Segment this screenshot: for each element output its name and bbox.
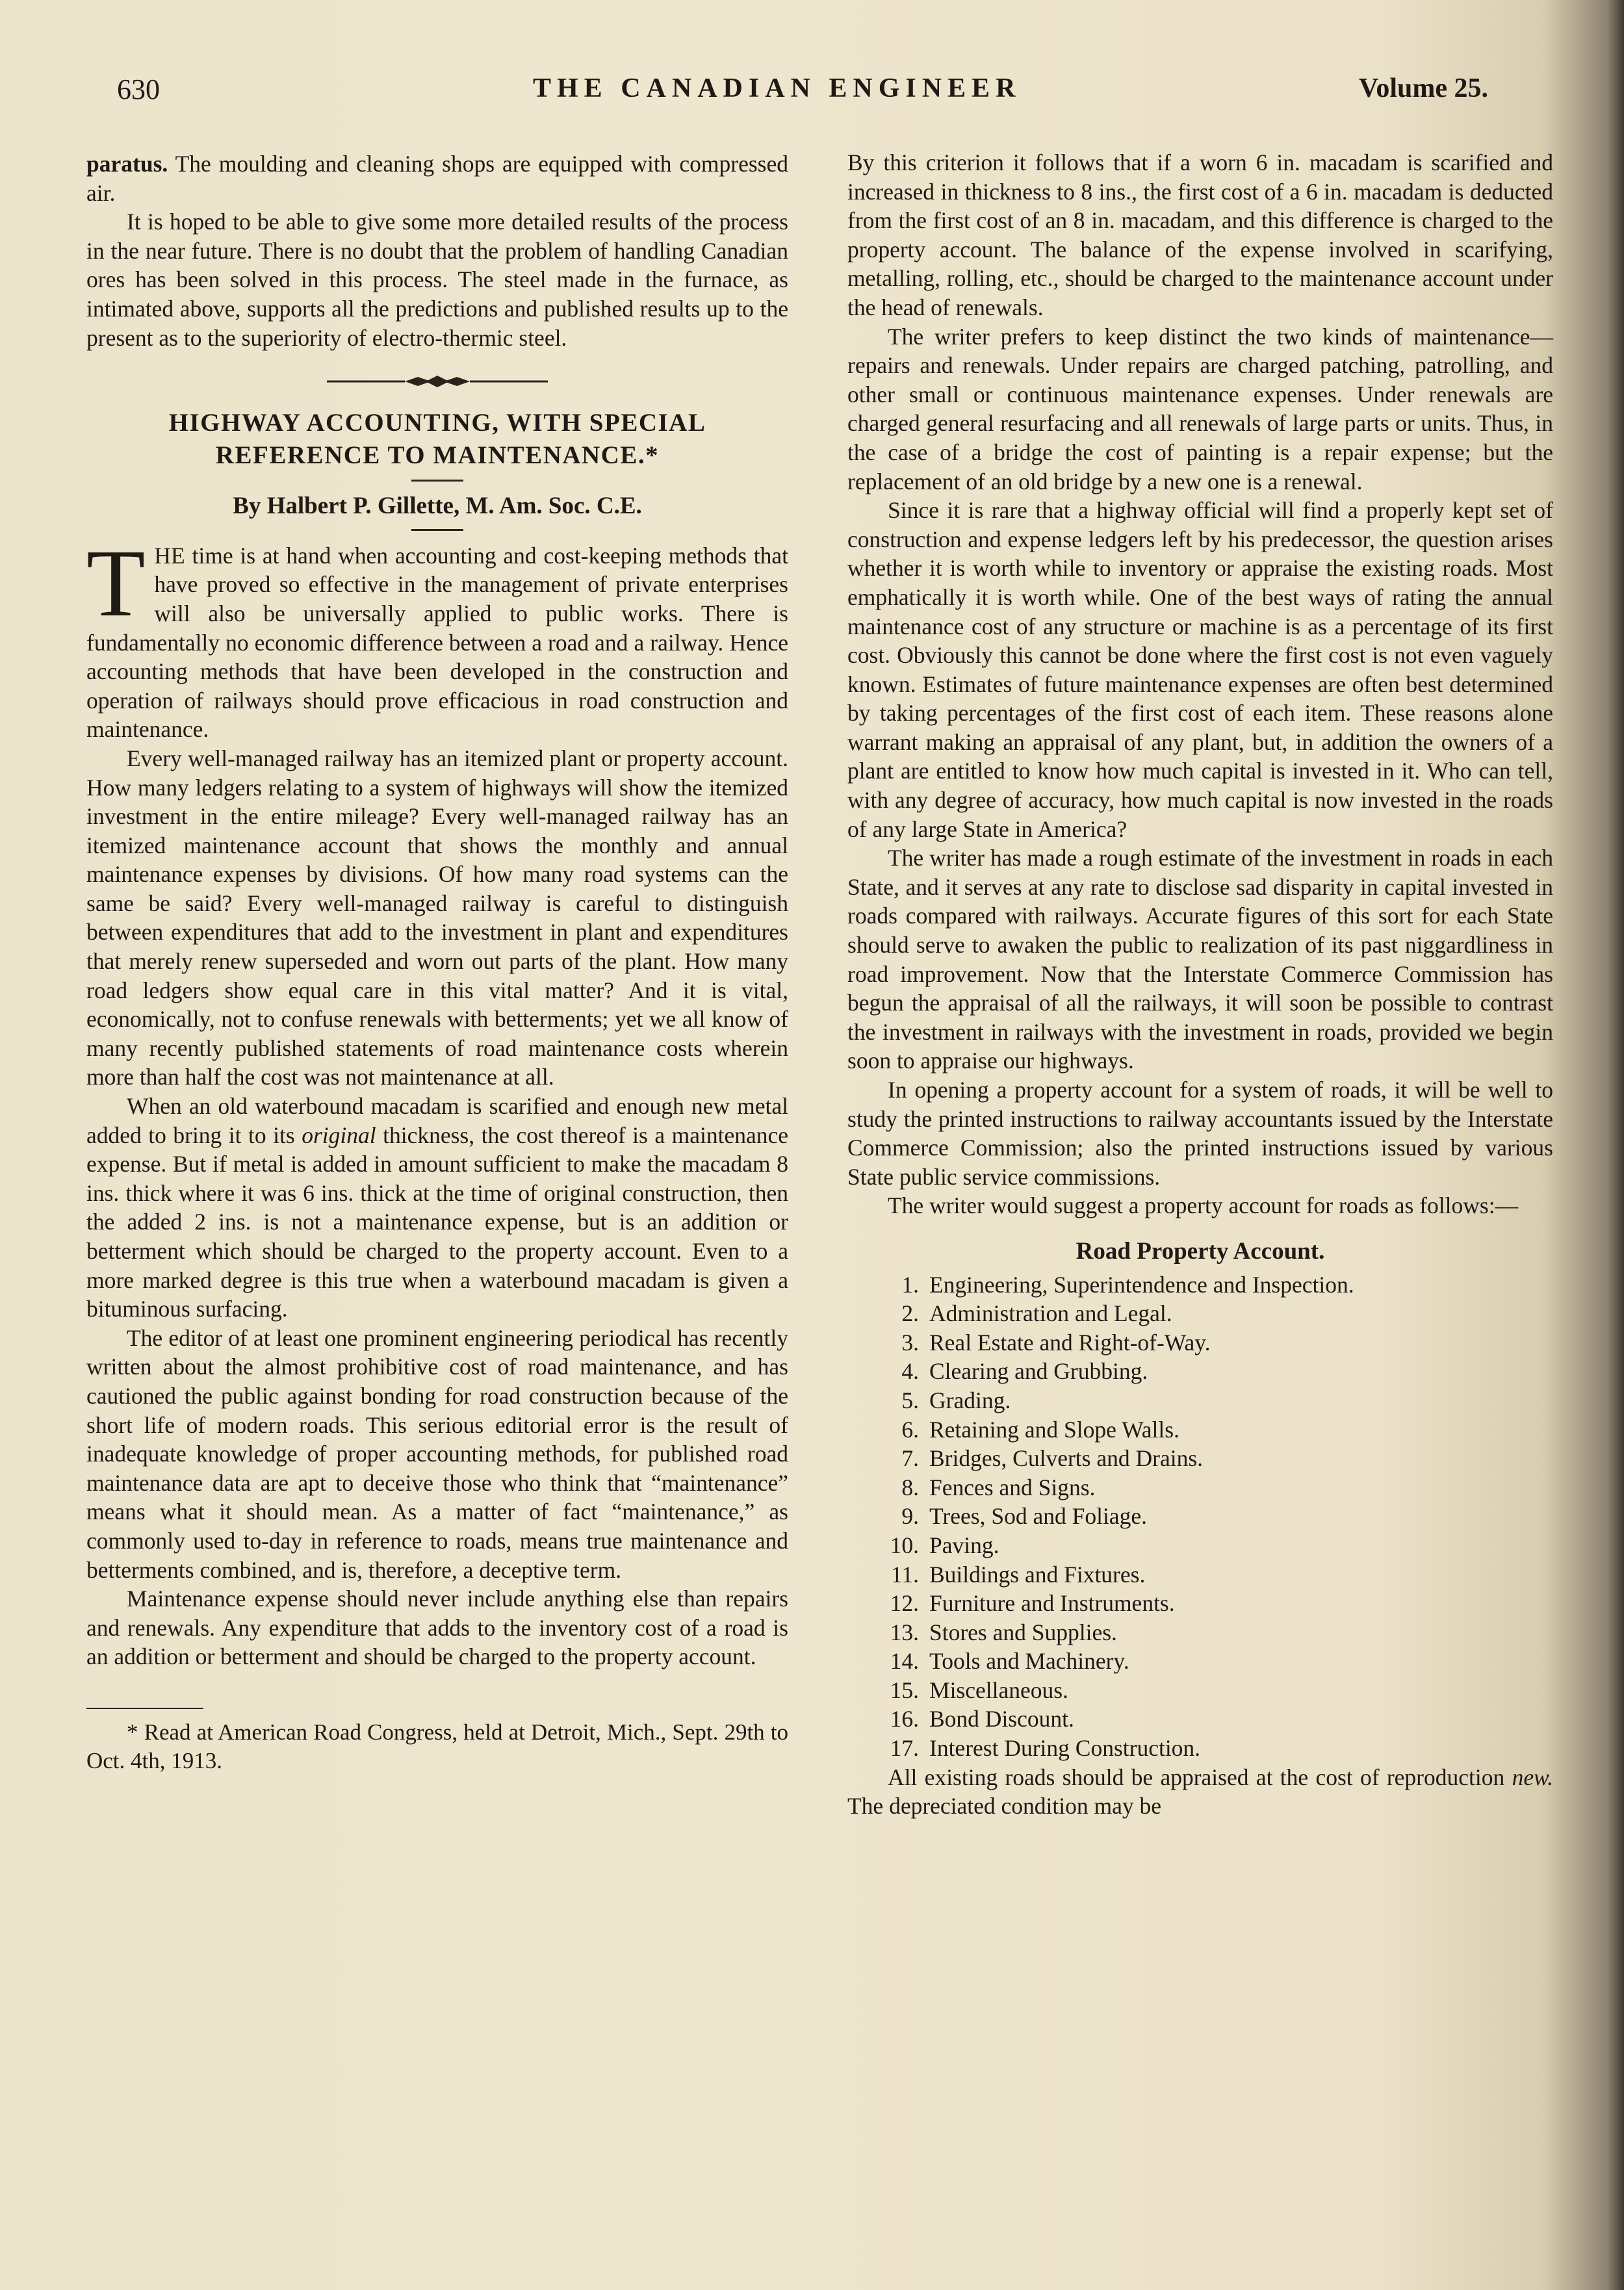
item-number: 7. — [901, 1445, 919, 1472]
paragraph: Since it is rare that a highway official will find a properly kept set of construction and expense ledgers left by his predecessor, the question arises whether it is worth while to inventory or appraise the existing roads. Most emphatically it is worth while. One of the best ways of rating the annual maintenance cost of any structure or machine is as a percentage of its first cost. Obviously this cannot be done where the first cost is not even vaguely known. Estimates of future maintenance expenses are often best determined by taking percentages of the first cost of each item. These reasons alone warrant making an appraisal of any plant, but, in addition the owners of a plant are entitled to know how much capital is invested in it. Who can tell, with any degree of accuracy, how much capital is now invested in the roads of any large State in America? — [847, 497, 1553, 842]
list-item — [847, 1618, 1553, 1647]
item-number: 2. — [901, 1300, 919, 1327]
item-text: Administration and Legal. — [929, 1300, 1172, 1327]
item-text: Bond Discount. — [929, 1706, 1074, 1732]
item-text: Miscellaneous. — [929, 1677, 1068, 1703]
item-text: Real Estate and Right-of-Way. — [929, 1329, 1211, 1356]
paragraph — [86, 149, 788, 207]
item-number: 6. — [901, 1416, 919, 1443]
article-title — [86, 407, 788, 472]
list-item — [847, 1386, 1553, 1415]
emphasis-text: new. — [1512, 1764, 1553, 1790]
paragraph-text: The depreciated condition may be — [847, 1793, 1161, 1820]
item-number: 11. — [890, 1561, 919, 1588]
paragraph-text: thickness, the cost thereof is a maintenance expense. But if metal is added in amount sufficient to make the macadam 8 ins. thick where it was 6 ins. thick at the time of original construction, then the added 2 ins. is not a maintenance expense, but is an addition or betterment which should be charged to the property account. Even to a more marked degree is this true when a waterbound macadam is given a bituminous surfacing. — [86, 1122, 788, 1322]
lead-word: paratus. — [86, 151, 168, 177]
item-number: 17. — [890, 1735, 919, 1762]
item-number: 8. — [901, 1474, 919, 1500]
paragraph — [86, 530, 788, 744]
item-number: 13. — [890, 1619, 919, 1645]
item-number: 12. — [890, 1590, 919, 1617]
paragraph — [847, 1763, 1553, 1821]
item-number: 9. — [901, 1503, 919, 1530]
item-text: Tools and Machinery. — [929, 1648, 1129, 1675]
item-text: Interest During Construction. — [929, 1735, 1201, 1762]
footnote-rule — [86, 1708, 203, 1709]
item-text: Paving. — [929, 1532, 999, 1558]
list-item — [847, 1676, 1553, 1705]
list-item — [847, 1589, 1553, 1618]
footnote: * Read at American Road Congress, held at Detroit, Mich., Sept. 29th to Oct. 4th, 1913. — [86, 1719, 788, 1773]
paragraph: It is hoped to be able to give some more detailed results of the process in the near future. There is no doubt that the problem of handling Canadian ores has been solved in this process. The steel made in the furnace, as intimated above, supports all the predictions and published results up to the present as to the superiority of electro-thermic steel. — [86, 209, 788, 351]
list-item — [847, 1270, 1553, 1300]
item-text: Bridges, Culverts and Drains. — [929, 1445, 1204, 1472]
paragraph: The editor of at least one prominent engineering periodical has recently written about the almost prohibitive cost of road maintenance, and has cautioned the public against bonding for road construction because of the short life of modern roads. This serious editorial error is the result of inadequate knowledge of proper accounting methods, for published road maintenance data are apt to deceive those who think that “maintenance” means what it should mean. As a matter of fact “maintenance,” as commonly used to-day in reference to roads, means true maintenance and betterments combined, and is, therefore, a deceptive term. — [86, 1324, 788, 1583]
list-item — [847, 1734, 1553, 1763]
list-item — [847, 1328, 1553, 1357]
list-item — [847, 1444, 1553, 1473]
property-account-list — [847, 1270, 1553, 1763]
list-item — [847, 1647, 1553, 1676]
item-number: 5. — [901, 1387, 919, 1413]
list-item — [847, 1473, 1553, 1502]
item-text: Engineering, Superintendence and Inspection. — [929, 1271, 1354, 1298]
running-header — [117, 73, 1488, 118]
item-text: Trees, Sod and Foliage. — [929, 1503, 1147, 1530]
list-title: Road Property Account. — [1076, 1237, 1325, 1265]
byline-rule — [411, 529, 463, 531]
article-title-line: REFERENCE TO MAINTENANCE.* — [215, 441, 660, 470]
right-column — [847, 148, 1553, 1821]
drop-cap: T — [86, 530, 146, 637]
paragraph: The writer would suggest a property account for roads as follows:— — [888, 1192, 1519, 1219]
item-number: 1. — [901, 1271, 919, 1298]
paragraph: Maintenance expense should never include anything else than repairs and renewals. Any expenditure that adds to the inventory cost of a road is an addition or betterment and should be charged to the property account. — [86, 1586, 788, 1670]
list-item — [847, 1560, 1553, 1589]
item-number: 10. — [890, 1532, 919, 1558]
paragraph-text: HE time is at hand when accounting and cost-keeping methods that have proved so effective in the management of private enterprises will also be universally applied to public works. There is fundamentally no economic difference between a road and a railway. Hence accounting methods that have been developed in the construction and operation of railways should prove efficacious in road construction and maintenance. — [86, 542, 788, 743]
journal-title: THE CANADIAN ENGINEER — [533, 73, 1022, 103]
item-number: 15. — [890, 1677, 919, 1703]
paragraph: In opening a property account for a system of roads, it will be well to study the printed instructions to railway accountants issued by the Interstate Commerce Commission; also the printed instructions issued by various State public service commissions. — [847, 1077, 1553, 1190]
page-number: 630 — [117, 73, 160, 105]
item-number: 16. — [890, 1706, 919, 1732]
paragraph-text: All existing roads should be appraised at the cost of reproduction — [888, 1764, 1512, 1790]
article-title-line: HIGHWAY ACCOUNTING, WITH SPECIAL — [168, 409, 706, 437]
paragraph-text: When an old waterbound macadam is scarified and enough new metal added to bring it to its — [86, 1093, 788, 1148]
list-item — [847, 1299, 1553, 1328]
volume-label: Volume 25. — [1358, 73, 1488, 103]
item-text: Clearing and Grubbing. — [929, 1358, 1148, 1385]
item-text: Retaining and Slope Walls. — [929, 1416, 1179, 1443]
paragraph: The writer prefers to keep distinct the two kinds of maintenance—repairs and renewals. Under repairs are charged patching, patrolling, and other small or continuous maintenance expenses. Under renewals are charged general resurfacing and all renewals of large parts or units. Thus, in the case of a bridge the cost of painting is a repair expense; but the replacement of an old bridge by a new one is a renewal. — [847, 323, 1553, 495]
section-ornament — [86, 369, 788, 389]
list-item — [847, 1415, 1553, 1445]
list-item — [847, 1502, 1553, 1531]
item-text: Grading. — [929, 1387, 1011, 1413]
left-column — [86, 149, 788, 1775]
item-text: Furniture and Instruments. — [929, 1590, 1175, 1617]
item-number: 4. — [901, 1358, 919, 1385]
title-rule — [411, 480, 463, 482]
paragraph-text: The moulding and cleaning shops are equipped with compressed air. — [86, 151, 788, 206]
paragraph: The writer has made a rough estimate of the investment in roads in each State, and it serves at any rate to disclose sad disparity in capital invested in roads compared with railways. Accurate figures of this sort for each State should serve to awaken the public to realization of its past niggardliness in road improvement. Now that the Interstate Commerce Commission has begun the appraisal of all the railways, it will soon be possible to contrast the investment in railways with the investment in roads, provided we begin soon to appraise our highways. — [847, 845, 1553, 1074]
byline: By Halbert P. Gillette, M. Am. Soc. C.E. — [233, 493, 642, 520]
list-item — [847, 1531, 1553, 1560]
paragraph — [86, 1092, 788, 1324]
item-text: Buildings and Fixtures. — [929, 1561, 1146, 1588]
item-number: 14. — [890, 1648, 919, 1675]
ornament-divider-icon — [327, 372, 548, 391]
item-text: Stores and Supplies. — [929, 1619, 1117, 1645]
list-item — [847, 1357, 1553, 1386]
item-number: 3. — [901, 1329, 919, 1356]
list-item — [847, 1705, 1553, 1734]
emphasis-text: original — [302, 1122, 376, 1148]
paragraph: By this criterion it follows that if a worn 6 in. macadam is scarified and increased in thickness to 8 ins., the first cost of a 6 in. macadam is deducted from the first cost of an 8 in. macadam, and this difference is charged to the property account. The balance of the expense involved in scarifying, metalling, rolling, etc., should be charged to the maintenance account under the head of renewals. — [847, 149, 1553, 320]
item-text: Fences and Signs. — [929, 1474, 1096, 1500]
paragraph: Every well-managed railway has an itemized plant or property account. How many ledgers relating to a system of highways will show the itemized investment in the entire mileage? Every well-managed railway has an itemized maintenance account that shows the monthly and annual maintenance expenses by divisions. Of how many road systems can the same be said? Every well-managed railway is careful to distinguish between expenditures that add to the investment in plant and expenditures that merely renew superseded and worn out parts of the plant. How many road ledgers show equal care in this vital matter? And it is vital, economically, not to confuse renewals with betterments; yet we all know of many recently published statements of road maintenance costs wherein more than half the cost was not maintenance at all. — [86, 745, 788, 1090]
